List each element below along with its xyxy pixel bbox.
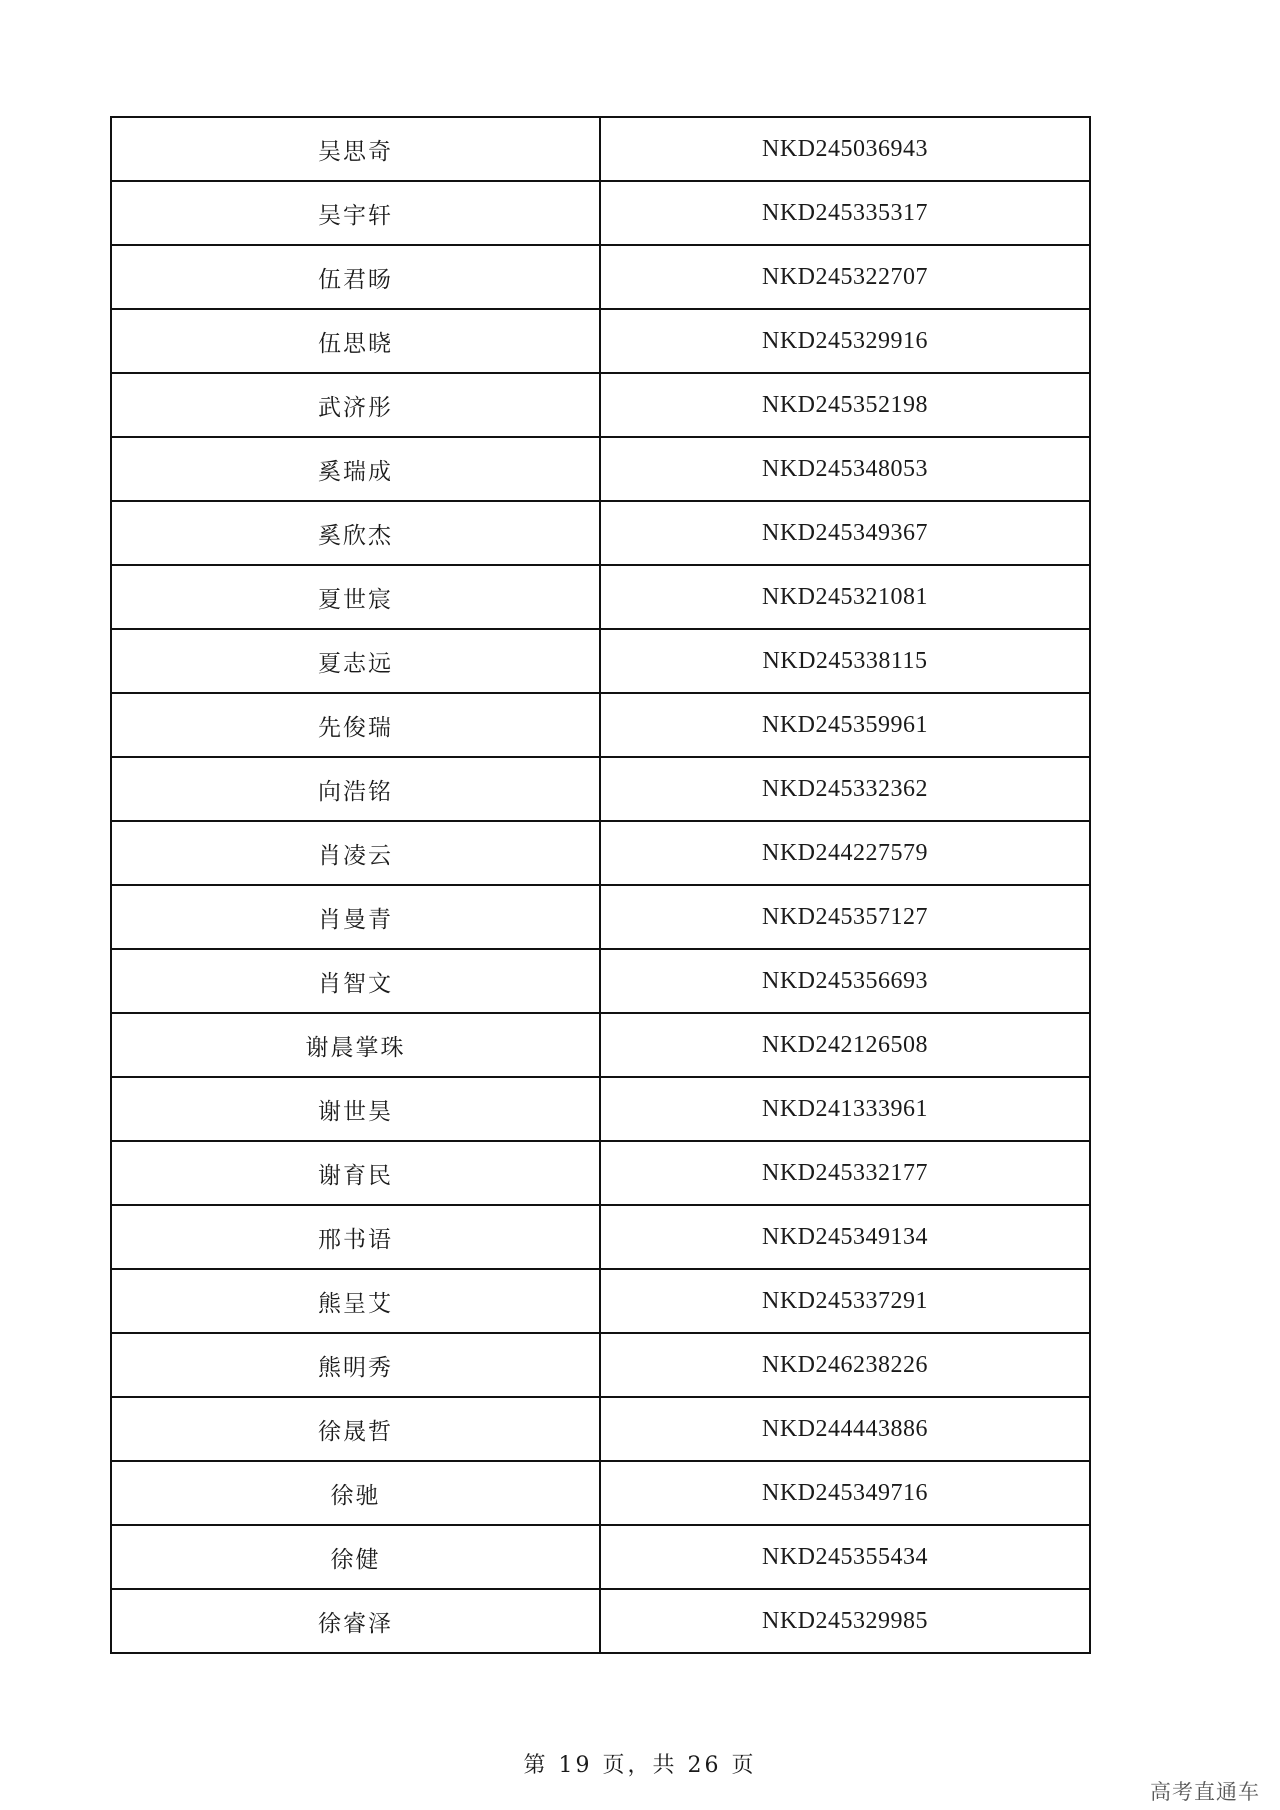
- table-row: [111, 629, 1090, 693]
- registration-id-cell: NKD245338115: [600, 629, 1090, 693]
- student-name-cell: 徐健: [111, 1525, 600, 1589]
- registration-id-cell: NKD245322707: [600, 245, 1090, 309]
- registration-id-cell: NKD245359961: [600, 693, 1090, 757]
- student-name-cell: 徐驰: [111, 1461, 600, 1525]
- table-row: [111, 885, 1090, 949]
- student-name-cell: 奚瑞成: [111, 437, 600, 501]
- student-name-cell: 谢世昊: [111, 1077, 600, 1141]
- table-row: [111, 1333, 1090, 1397]
- student-name-cell: 夏志远: [111, 629, 600, 693]
- registration-id-cell: NKD241333961: [600, 1077, 1090, 1141]
- student-name-cell: 谢晨掌珠: [111, 1013, 600, 1077]
- registration-id-cell: NKD245356693: [600, 949, 1090, 1013]
- table-row: [111, 949, 1090, 1013]
- registration-id-cell: NKD245329985: [600, 1589, 1090, 1653]
- table-row: [111, 501, 1090, 565]
- table-row: [111, 821, 1090, 885]
- table-row: [111, 1525, 1090, 1589]
- student-name-cell: 吴宇轩: [111, 181, 600, 245]
- student-name-cell: 谢育民: [111, 1141, 600, 1205]
- registration-id-cell: NKD245321081: [600, 565, 1090, 629]
- student-name-cell: 熊明秀: [111, 1333, 600, 1397]
- registration-id-cell: NKD245337291: [600, 1269, 1090, 1333]
- student-name-cell: 徐睿泽: [111, 1589, 600, 1653]
- watermark-text: 高考直通车: [1150, 1780, 1260, 1804]
- registration-id-cell: NKD246238226: [600, 1333, 1090, 1397]
- table-row: [111, 1141, 1090, 1205]
- table-row: [111, 437, 1090, 501]
- student-name-cell: 先俊瑞: [111, 693, 600, 757]
- registration-id-cell: NKD244227579: [600, 821, 1090, 885]
- registration-id-cell: NKD245357127: [600, 885, 1090, 949]
- student-name-cell: 武济彤: [111, 373, 600, 437]
- student-name-cell: 吴思奇: [111, 117, 600, 181]
- registration-id-cell: NKD245348053: [600, 437, 1090, 501]
- student-name-cell: 奚欣杰: [111, 501, 600, 565]
- student-name-cell: 夏世宸: [111, 565, 600, 629]
- registration-id-cell: NKD245349716: [600, 1461, 1090, 1525]
- table-row: [111, 181, 1090, 245]
- student-name-cell: 向浩铭: [111, 757, 600, 821]
- roster-table: [110, 116, 1091, 1654]
- roster-table-body: [111, 117, 1090, 1653]
- registration-id-cell: NKD245332362: [600, 757, 1090, 821]
- registration-id-cell: NKD244443886: [600, 1397, 1090, 1461]
- table-row: [111, 1461, 1090, 1525]
- registration-id-cell: NKD245036943: [600, 117, 1090, 181]
- table-row: [111, 1269, 1090, 1333]
- table-row: [111, 117, 1090, 181]
- table-row: [111, 1589, 1090, 1653]
- registration-id-cell: NKD245349367: [600, 501, 1090, 565]
- registration-id-cell: NKD245349134: [600, 1205, 1090, 1269]
- student-name-cell: 伍思晓: [111, 309, 600, 373]
- registration-id-cell: NKD242126508: [600, 1013, 1090, 1077]
- student-name-cell: 肖曼青: [111, 885, 600, 949]
- student-name-cell: 熊呈艾: [111, 1269, 600, 1333]
- registration-id-cell: NKD245332177: [600, 1141, 1090, 1205]
- table-row: [111, 373, 1090, 437]
- table-row: [111, 565, 1090, 629]
- table-row: [111, 309, 1090, 373]
- registration-id-cell: NKD245355434: [600, 1525, 1090, 1589]
- student-name-cell: 徐晟哲: [111, 1397, 600, 1461]
- table-row: [111, 1077, 1090, 1141]
- table-row: [111, 1205, 1090, 1269]
- student-name-cell: 肖智文: [111, 949, 600, 1013]
- table-row: [111, 757, 1090, 821]
- table-row: [111, 693, 1090, 757]
- table-row: [111, 1397, 1090, 1461]
- page-number-footer: 第 19 页，共 26 页: [523, 1753, 757, 1778]
- table-row: [111, 245, 1090, 309]
- table-row: [111, 1013, 1090, 1077]
- registration-id-cell: NKD245352198: [600, 373, 1090, 437]
- student-name-cell: 邢书语: [111, 1205, 600, 1269]
- registration-id-cell: NKD245329916: [600, 309, 1090, 373]
- registration-id-cell: NKD245335317: [600, 181, 1090, 245]
- student-name-cell: 肖凌云: [111, 821, 600, 885]
- student-name-cell: 伍君旸: [111, 245, 600, 309]
